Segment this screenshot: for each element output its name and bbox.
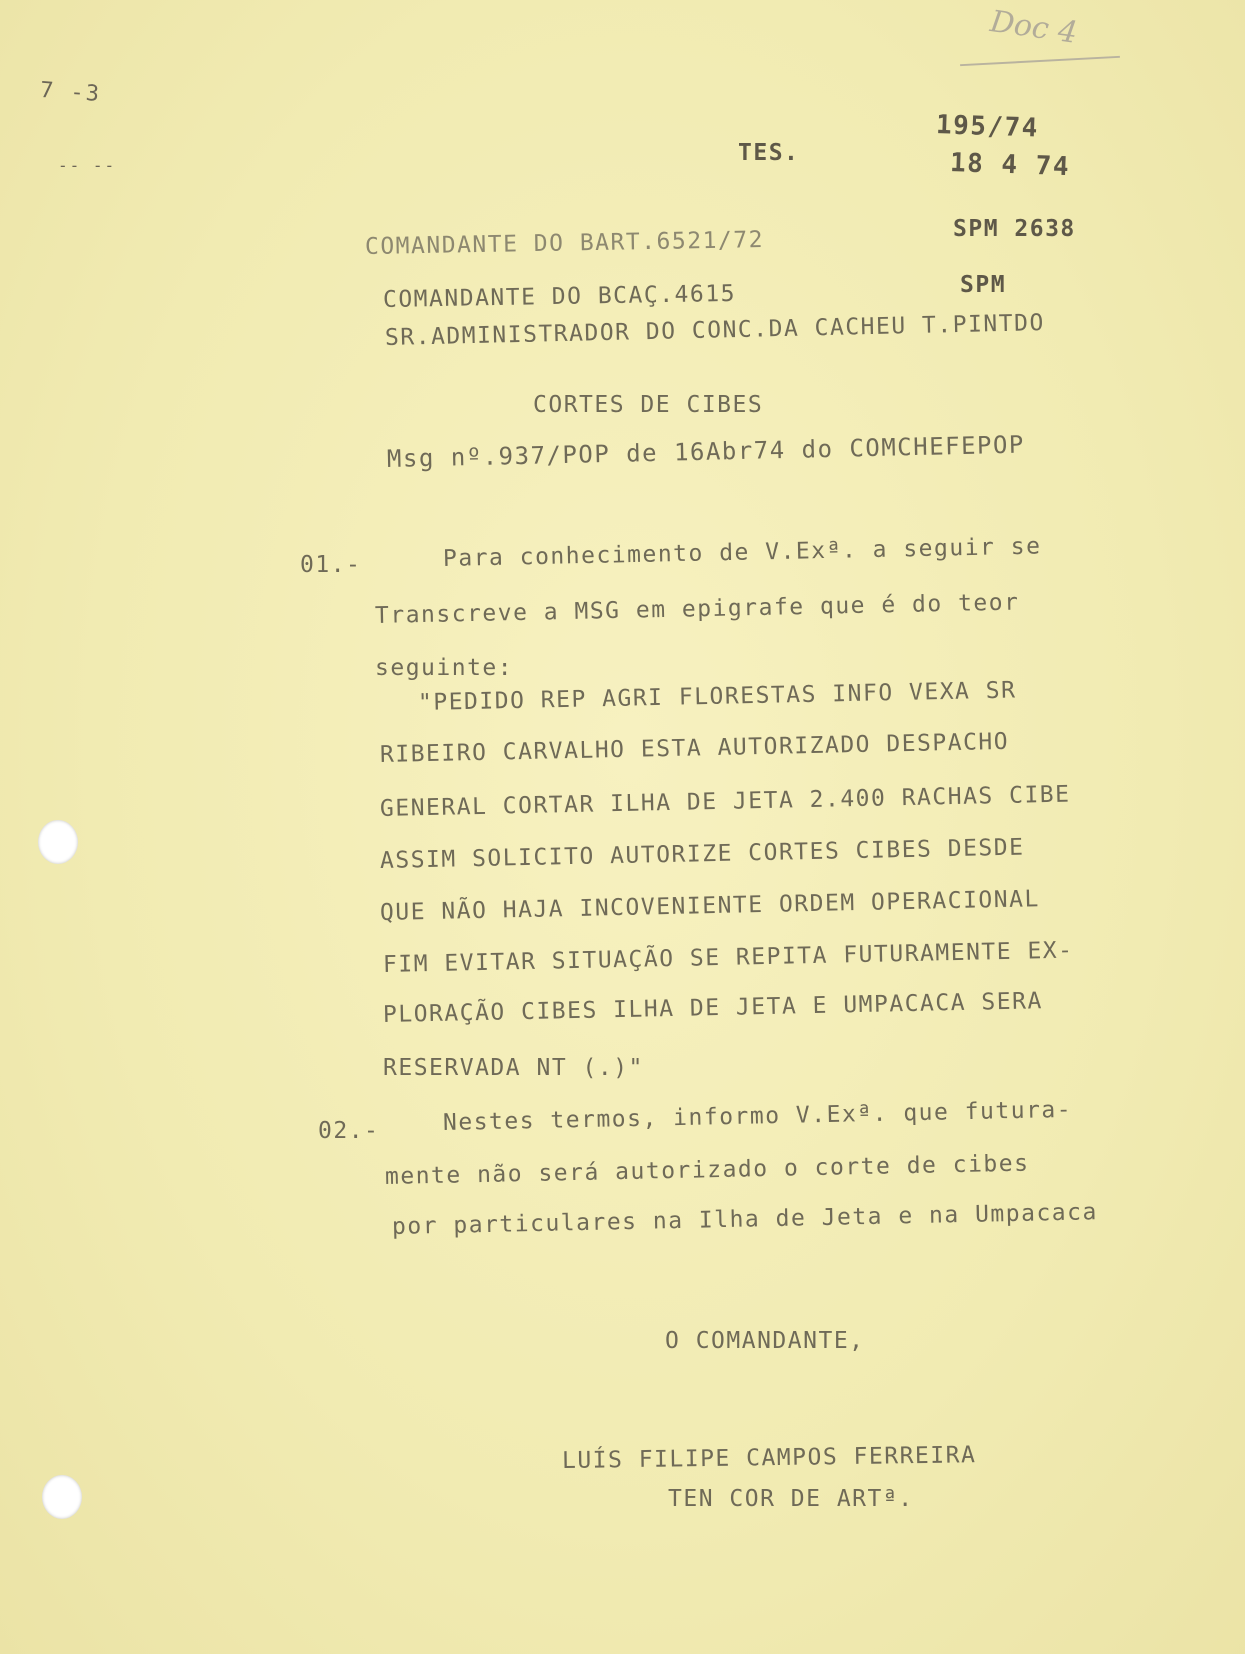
- quote-line-2: RIBEIRO CARVALHO ESTA AUTORIZADO DESPACHO: [379, 728, 1010, 768]
- top-left-smudge: 7 -3: [39, 77, 102, 108]
- paragraph-01-number: 01.-: [300, 552, 362, 578]
- paragraph-01-line-2: Transcreve a MSG em epigrafe que é do teor: [374, 589, 1020, 629]
- right-page-edge: [1245, 0, 1259, 1660]
- paragraph-02-line-1: Nestes termos, informo V.Exª. que futura-: [442, 1096, 1073, 1136]
- top-left-smudge-lower: -- --: [58, 156, 117, 175]
- signature-rank: TEN COR DE ARTª.: [668, 1486, 914, 1512]
- document-date: 18 4 74: [949, 148, 1071, 183]
- binder-hole-upper: [38, 820, 78, 864]
- bottom-page-edge: [0, 1654, 1259, 1660]
- paragraph-02-number: 02.-: [318, 1118, 380, 1144]
- handwritten-note: Doc 4: [987, 4, 1080, 51]
- quote-line-6: FIM EVITAR SITUAÇÃO SE REPITA FUTURAMENTE EX-: [382, 937, 1074, 978]
- quote-line-5: QUE NÃO HAJA INCOVENIENTE ORDEM OPERACIONAL: [379, 886, 1041, 926]
- paragraph-02-line-2: mente não será autorizado o corte de cibes: [384, 1150, 1030, 1190]
- reference-number: 195/74: [935, 110, 1040, 144]
- quote-line-1: "PEDIDO REP AGRI FLORESTAS INFO VEXA SR: [417, 677, 1017, 716]
- addressee-1-code: SPM 2638: [953, 216, 1076, 242]
- addressee-2: COMANDANTE DO BCAÇ.4615: [382, 280, 737, 313]
- quote-line-3: GENERAL CORTAR ILHA DE JETA 2.400 RACHAS CIBE: [379, 781, 1071, 822]
- paragraph-01-line-3: seguinte:: [375, 655, 514, 681]
- subject-title: CORTES DE CIBES: [533, 392, 764, 418]
- signature-name: LUÍS FILIPE CAMPOS FERREIRA: [561, 1442, 977, 1474]
- binder-hole-lower: [42, 1475, 82, 1519]
- paragraph-01-line-1: Para conhecimento de V.Exª. a seguir se: [442, 533, 1042, 572]
- pen-stroke: [960, 56, 1120, 66]
- quote-line-4: ASSIM SOLICITO AUTORIZE CORTES CIBES DESDE: [379, 834, 1025, 874]
- addressee-3: SR.ADMINISTRADOR DO CONC.DA CACHEU T.PINTDO: [384, 310, 1046, 351]
- addressee-1: COMANDANTE DO BART.6521/72: [364, 227, 765, 260]
- quote-line-7: PLORAÇÃO CIBES ILHA DE JETA E UMPACACA SERA: [382, 988, 1044, 1028]
- addressee-2-code: SPM: [960, 272, 1007, 298]
- classification-mark: TES.: [738, 140, 800, 166]
- closing-line: O COMANDANTE,: [665, 1328, 865, 1354]
- quote-line-8: RESERVADA NT (.)": [383, 1055, 644, 1081]
- paragraph-02-line-3: por particulares na Ilha de Jeta e na Umpacaca: [391, 1199, 1099, 1240]
- subject-reference: Msg nº.937/POP de 16Abr74 do COMCHEFEPOP: [386, 430, 1026, 473]
